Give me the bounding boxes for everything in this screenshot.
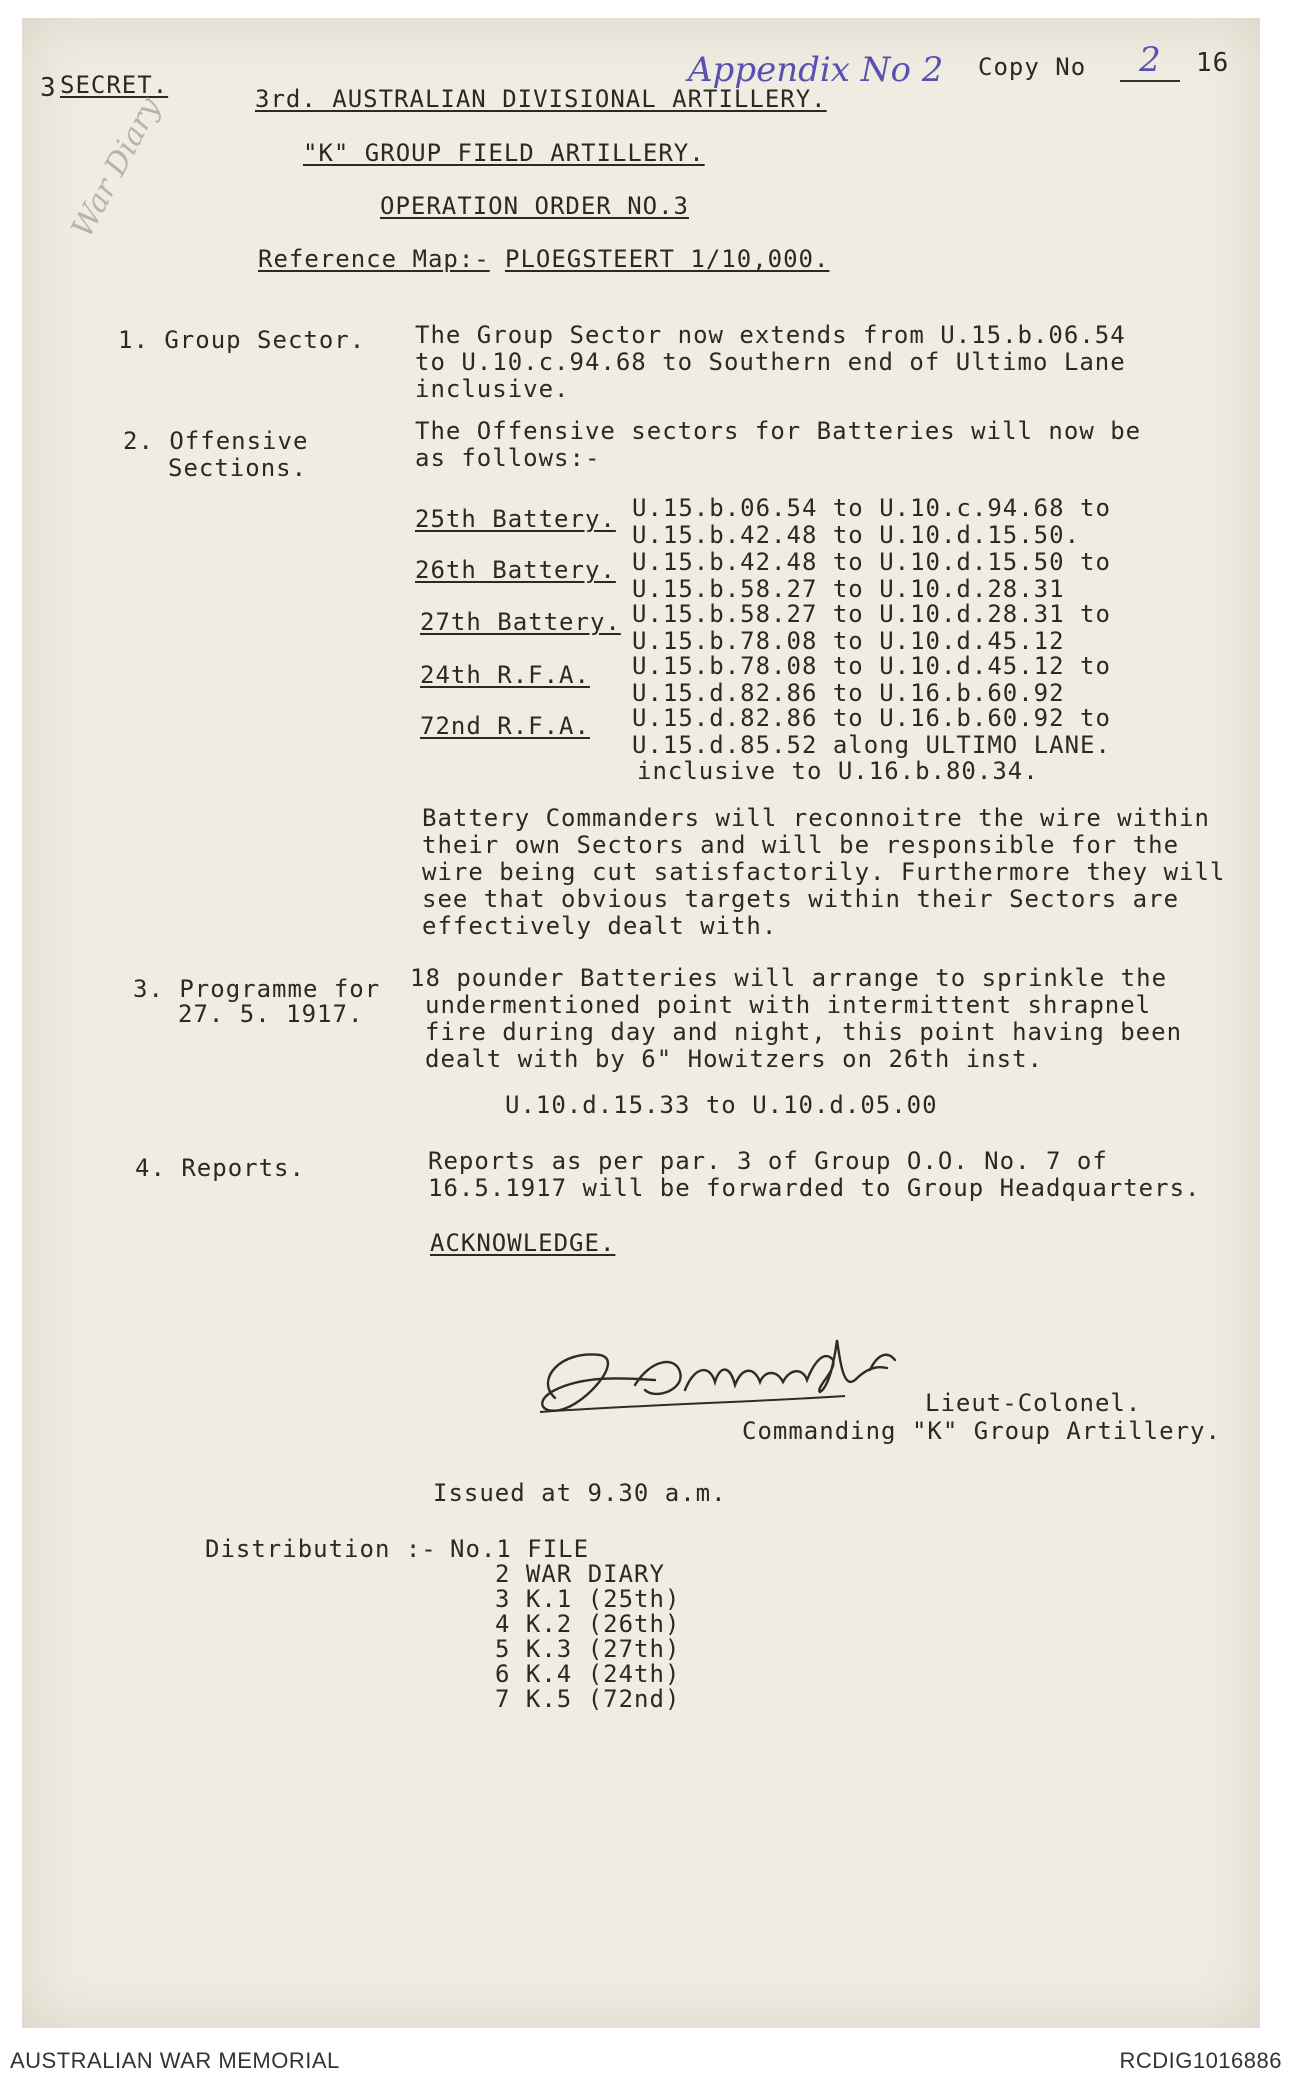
battery-name: 27th Battery. (420, 608, 621, 636)
battery-sector: inclusive to U.16.b.80.34. (637, 757, 1039, 785)
battery-sector: U.15.d.82.86 to U.16.b.60.92 (632, 679, 1065, 707)
footer-institution: AUSTRALIAN WAR MEMORIAL (10, 2048, 340, 2073)
battery-name: 72nd R.F.A. (420, 712, 590, 740)
pencil-note: War Diary (65, 91, 168, 244)
section-4-line: 16.5.1917 will be forwarded to Group Headquarters. (428, 1174, 1201, 1202)
distribution-item: 5 K.3 (27th) (495, 1635, 681, 1663)
section-3-label: 27. 5. 1917. (178, 1000, 364, 1028)
section-2-paragraph: effectively dealt with. (422, 912, 778, 940)
battery-sector: U.15.d.85.52 along ULTIMO LANE. (632, 731, 1111, 759)
section-2-paragraph: their own Sectors and will be responsible for the (422, 831, 1180, 859)
battery-sector: U.15.b.42.48 to U.10.d.15.50. (632, 521, 1081, 549)
section-3-line: dealt with by 6" Howitzers on 26th inst. (425, 1045, 1043, 1073)
section-3-line: 18 pounder Batteries will arrange to sprinkle the (410, 964, 1168, 992)
section-3-point: U.10.d.15.33 to U.10.d.05.00 (505, 1091, 938, 1119)
section-1-line: inclusive. (415, 375, 570, 403)
heading-operation-order: OPERATION ORDER NO.3 (380, 192, 689, 220)
battery-sector: U.15.b.06.54 to U.10.c.94.68 to (632, 494, 1111, 522)
section-2-paragraph: wire being cut satisfactorily. Furthermore they will (422, 858, 1226, 886)
battery-sector: U.15.b.42.48 to U.10.d.15.50 to (632, 548, 1111, 576)
distribution-item: 2 WAR DIARY (495, 1560, 665, 1588)
section-3-line: undermentioned point with intermittent shrapnel (425, 991, 1152, 1019)
distribution-item: No.1 FILE (450, 1535, 590, 1563)
distribution-item: 7 K.5 (72nd) (495, 1685, 681, 1713)
battery-sector: U.15.b.78.08 to U.10.d.45.12 to (632, 652, 1111, 680)
section-3-label: 3. Programme for (133, 975, 381, 1003)
battery-sector: U.15.d.82.86 to U.16.b.60.92 to (632, 704, 1111, 732)
distribution-item: 3 K.1 (25th) (495, 1585, 681, 1613)
battery-name: 25th Battery. (415, 505, 616, 533)
section-2-paragraph: Battery Commanders will reconnoitre the wire within (422, 804, 1210, 832)
battery-sector: U.15.b.78.08 to U.10.d.45.12 (632, 627, 1065, 655)
section-2-intro: as follows:- (415, 444, 601, 472)
heading-group: "K" GROUP FIELD ARTILLERY. (303, 139, 705, 167)
footer-catalogue-id: RCDIG1016886 (1119, 2048, 1282, 2073)
secret-marking: SECRET. (60, 71, 169, 99)
copy-label: Copy No (978, 53, 1087, 81)
signatory-role: Commanding "K" Group Artillery. (742, 1417, 1221, 1445)
distribution-item: 6 K.4 (24th) (495, 1660, 681, 1688)
section-4-label: 4. Reports. (135, 1154, 305, 1182)
issued-time: Issued at 9.30 a.m. (433, 1479, 727, 1507)
reference-map-value: PLOEGSTEERT 1/10,000. (505, 245, 830, 273)
section-1-label: 1. Group Sector. (118, 326, 366, 354)
acknowledge: ACKNOWLEDGE. (430, 1229, 616, 1257)
battery-name: 26th Battery. (415, 556, 616, 584)
copy-number: 2 (1120, 40, 1180, 82)
folio-number: 16 (1196, 48, 1230, 78)
distribution-label: Distribution :- (205, 1535, 437, 1563)
battery-sector: U.15.b.58.27 to U.10.d.28.31 (632, 575, 1065, 603)
section-4-line: Reports as per par. 3 of Group O.O. No. 7 of (428, 1147, 1108, 1175)
section-2-intro: The Offensive sectors for Batteries will now be (415, 417, 1142, 445)
reference-map-label: Reference Map:- (258, 245, 490, 273)
section-1-line: The Group Sector now extends from U.15.b.06.54 (415, 321, 1126, 349)
section-3-line: fire during day and night, this point having been (425, 1018, 1183, 1046)
section-1-line: to U.10.c.94.68 to Southern end of Ultimo Lane (415, 348, 1126, 376)
heading-division: 3rd. AUSTRALIAN DIVISIONAL ARTILLERY. (255, 85, 827, 113)
section-2-label: 2. Offensive (123, 427, 309, 455)
battery-name: 24th R.F.A. (420, 661, 590, 689)
battery-sector: U.15.b.58.27 to U.10.d.28.31 to (632, 600, 1111, 628)
section-2-paragraph: see that obvious targets within their Sectors are (422, 885, 1180, 913)
section-2-label: Sections. (168, 454, 308, 482)
appendix-annotation: Appendix No 2 (688, 50, 944, 90)
signatory-rank: Lieut-Colonel. (925, 1389, 1142, 1417)
distribution-item: 4 K.2 (26th) (495, 1610, 681, 1638)
page-mark: 3 (40, 73, 57, 103)
